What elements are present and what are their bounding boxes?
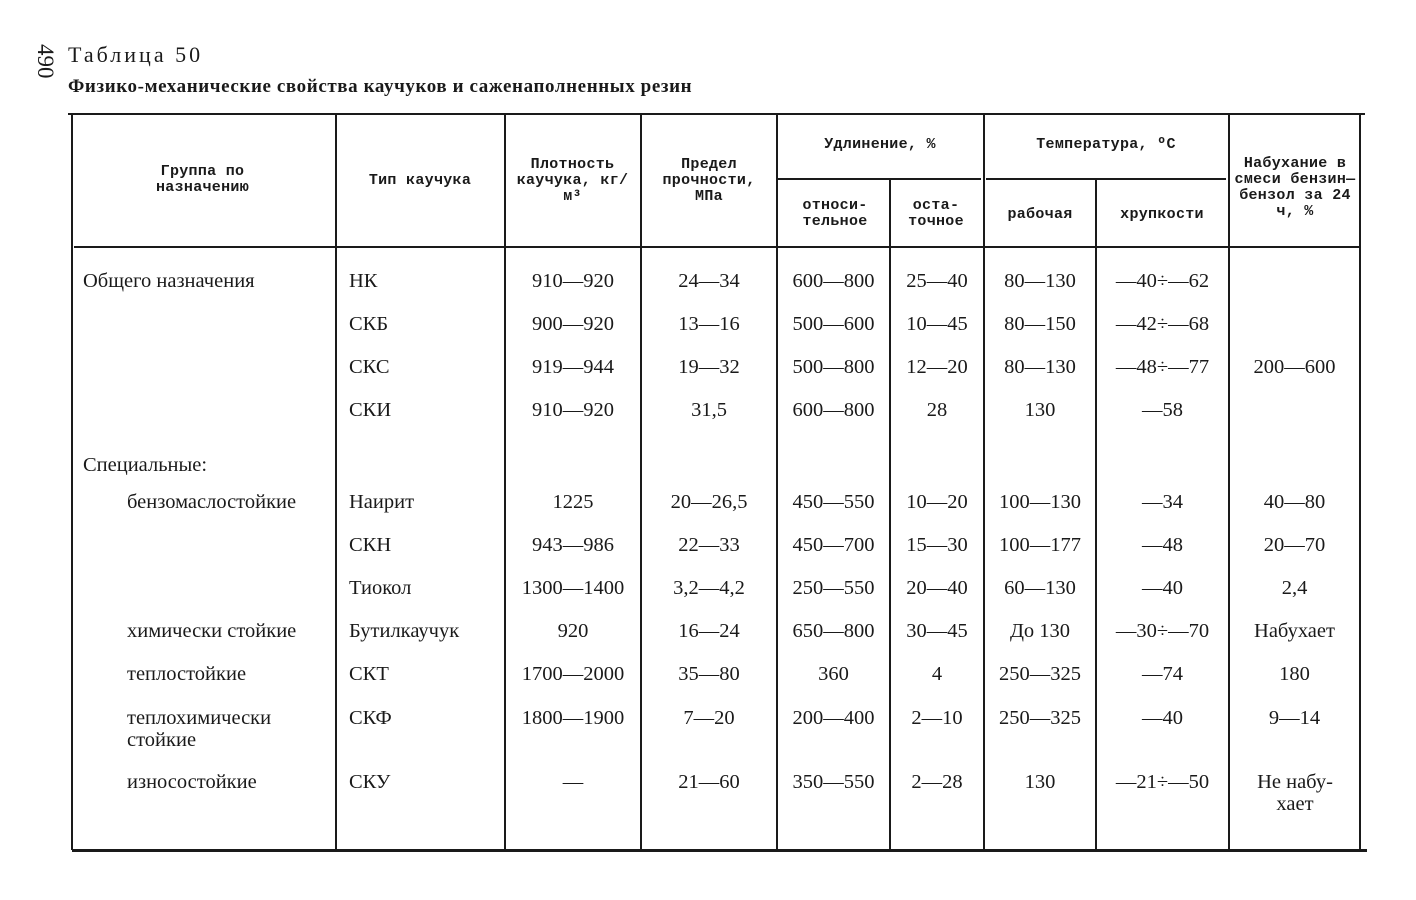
- header-group: Группа по назначению: [155, 163, 249, 196]
- header-swelling: Набухание в смеси бензин—бензол за 24 ч, %: [1234, 154, 1356, 220]
- table-row: [0, 270, 1416, 294]
- cell-elongation-relative: 450—700: [792, 534, 875, 556]
- cell-elongation-residual: 15—30: [906, 534, 968, 556]
- table-right-border: [1359, 115, 1361, 850]
- cell-elongation-residual: 20—40: [906, 577, 968, 599]
- cell-density: 920: [557, 620, 589, 642]
- cell-temp-brittleness: —42÷—68: [1115, 313, 1210, 335]
- cell-swelling: 20—70: [1263, 534, 1326, 556]
- cell-swelling: 180: [1279, 663, 1310, 685]
- cell-temp-brittleness: —30÷—70: [1115, 620, 1210, 642]
- cell-temp-working: 60—130: [1004, 577, 1076, 599]
- cell-elongation-residual: 10—20: [906, 491, 968, 513]
- cell-strength: 35—80: [678, 663, 740, 685]
- cell-elongation-residual: 2—10: [911, 707, 963, 729]
- cell-type: Бутилкаучук: [349, 620, 460, 642]
- cell-temp-working: 250—325: [999, 707, 1081, 729]
- header-strength: Предел прочности, МПа: [662, 156, 756, 205]
- cell-elongation-relative: 450—550: [792, 491, 875, 513]
- cell-temp-working: 130: [1024, 399, 1056, 421]
- cell-density: 910—920: [532, 399, 614, 421]
- cell-temp-working: 100—177: [999, 534, 1081, 556]
- table-left-border: [71, 115, 73, 850]
- cell-temp-brittleness: —48: [1142, 534, 1183, 556]
- cell-type: СКУ: [349, 771, 391, 793]
- header-elongation: Удлинение, %: [824, 136, 936, 153]
- group-special: Специальные:: [83, 454, 208, 476]
- group-heatchem-resistant: теплохимически стойкие: [127, 707, 272, 751]
- group-heat-resistant: теплостойкие: [127, 663, 247, 685]
- cell-strength: 20—26,5: [670, 491, 748, 513]
- cell-temp-working: 130: [1024, 771, 1056, 793]
- temperature-subheader-rule: [986, 178, 1226, 180]
- column-divider: [640, 115, 642, 850]
- cell-elongation-relative: 360: [818, 663, 849, 685]
- cell-density: —: [562, 771, 584, 793]
- cell-temp-working: 80—150: [1004, 313, 1076, 335]
- cell-density: 919—944: [532, 356, 614, 378]
- cell-temp-brittleness: —40÷—62: [1115, 270, 1210, 292]
- cell-elongation-residual: 4: [931, 663, 943, 685]
- table-row: [0, 707, 1416, 731]
- table-row: [0, 771, 1416, 819]
- cell-strength: 19—32: [678, 356, 740, 378]
- header-elongation-residual: оста-точное: [908, 197, 964, 230]
- cell-elongation-relative: 250—550: [792, 577, 875, 599]
- cell-type: СКН: [349, 534, 392, 556]
- table-row: [0, 399, 1416, 423]
- cell-type: СКБ: [349, 313, 389, 335]
- table-caption: Таблица 50: [68, 42, 204, 67]
- cell-density: 900—920: [532, 313, 614, 335]
- cell-type: Тиокол: [349, 577, 412, 599]
- column-divider: [504, 115, 506, 850]
- cell-elongation-relative: 650—800: [792, 620, 875, 642]
- table-row: [0, 577, 1416, 601]
- cell-elongation-residual: 2—28: [911, 771, 963, 793]
- table-row: [0, 663, 1416, 687]
- group-oil-resistant: бензомаслостойкие: [127, 491, 297, 513]
- cell-temp-brittleness: —74: [1142, 663, 1183, 685]
- cell-density: 910—920: [532, 270, 614, 292]
- cell-temp-working: 80—130: [1004, 356, 1076, 378]
- cell-strength: 7—20: [683, 707, 735, 729]
- cell-type: СКФ: [349, 707, 392, 729]
- header-bottom-rule: [74, 246, 1361, 248]
- page-number: 490: [33, 44, 58, 79]
- cell-strength: 3,2—4,2: [673, 577, 745, 599]
- cell-elongation-relative: 600—800: [792, 399, 875, 421]
- cell-elongation-residual: 12—20: [906, 356, 968, 378]
- cell-temp-brittleness: —21÷—50: [1115, 771, 1210, 793]
- table-title: Физико-механические свойства каучуков и саженаполненных резин: [68, 76, 693, 97]
- table-row: [0, 491, 1416, 515]
- cell-strength: 21—60: [678, 771, 740, 793]
- cell-density: 1300—1400: [521, 577, 625, 599]
- column-divider: [983, 115, 985, 850]
- cell-elongation-residual: 10—45: [906, 313, 968, 335]
- header-type: Тип каучука: [368, 172, 472, 189]
- header-density: Плотность каучука, кг/м³: [516, 156, 629, 205]
- cell-strength: 31,5: [691, 399, 727, 421]
- cell-swelling: 2,4: [1281, 577, 1308, 599]
- cell-temp-brittleness: —40: [1142, 577, 1183, 599]
- cell-swelling: 200—600: [1253, 356, 1336, 378]
- header-elongation-relative: относи-тельное: [802, 197, 868, 230]
- cell-elongation-relative: 500—800: [792, 356, 875, 378]
- cell-swelling: 9—14: [1268, 707, 1321, 729]
- column-divider: [776, 115, 778, 850]
- cell-temp-brittleness: —40: [1142, 707, 1183, 729]
- cell-elongation-residual: 28: [926, 399, 948, 421]
- cell-swelling: 40—80: [1263, 491, 1326, 513]
- cell-elongation-relative: 350—550: [792, 771, 875, 793]
- cell-strength: 22—33: [678, 534, 740, 556]
- cell-elongation-relative: 600—800: [792, 270, 875, 292]
- table-row: [0, 534, 1416, 558]
- header-temp-working: рабочая: [1007, 206, 1073, 223]
- cell-strength: 13—16: [678, 313, 740, 335]
- cell-density: 1700—2000: [521, 663, 625, 685]
- table-row: [0, 356, 1416, 380]
- column-divider: [1228, 115, 1230, 850]
- cell-temp-brittleness: —48÷—77: [1115, 356, 1210, 378]
- cell-type: СКС: [349, 356, 390, 378]
- group-chem-resistant: химически стойкие: [127, 620, 297, 642]
- group-wear-resistant: износостойкие: [127, 771, 257, 793]
- cell-elongation-relative: 500—600: [792, 313, 875, 335]
- cell-temp-working: 250—325: [999, 663, 1081, 685]
- cell-type: СКТ: [349, 663, 389, 685]
- header-temperature: Температура, ºС: [1036, 136, 1176, 153]
- cell-type: СКИ: [349, 399, 392, 421]
- cell-temp-brittleness: —34: [1142, 491, 1183, 513]
- elongation-subheader-rule: [778, 178, 981, 180]
- table-top-rule: [68, 113, 1365, 115]
- cell-temp-working: 100—130: [999, 491, 1081, 513]
- cell-density: 1225: [552, 491, 594, 513]
- cell-swelling: Набухает: [1254, 620, 1335, 642]
- cell-strength: 24—34: [678, 270, 740, 292]
- cell-elongation-residual: 30—45: [906, 620, 968, 642]
- cell-temp-working: До 130: [1009, 620, 1071, 642]
- table-row: [0, 620, 1416, 644]
- cell-type: НК: [349, 270, 378, 292]
- cell-temp-working: 80—130: [1004, 270, 1076, 292]
- cell-temp-brittleness: —58: [1142, 399, 1183, 421]
- table-bottom-rule: [72, 849, 1367, 852]
- column-divider: [335, 115, 337, 850]
- group-general: Общего назначения: [83, 270, 255, 292]
- cell-elongation-residual: 25—40: [906, 270, 968, 292]
- cell-swelling: Не набу-хает: [1257, 771, 1333, 815]
- cell-density: 943—986: [532, 534, 614, 556]
- cell-elongation-relative: 200—400: [792, 707, 875, 729]
- cell-type: Наирит: [349, 491, 415, 513]
- cell-density: 1800—1900: [521, 707, 625, 729]
- table-row: [0, 313, 1416, 337]
- cell-strength: 16—24: [678, 620, 740, 642]
- header-temp-brittleness: хрупкости: [1120, 206, 1204, 223]
